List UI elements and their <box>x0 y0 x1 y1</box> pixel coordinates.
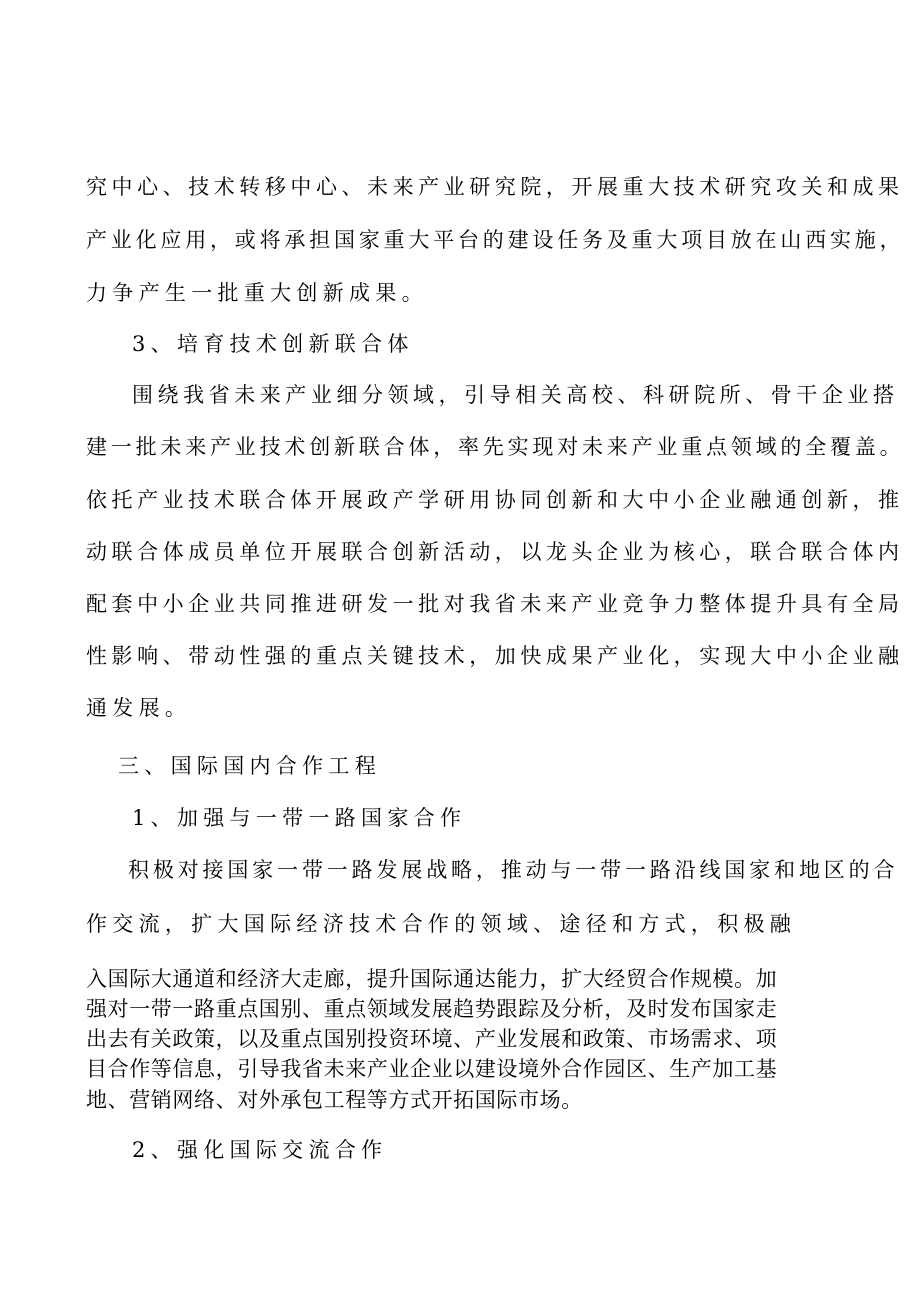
text-line: 积极对接国家一带一路发展战略，推动与一带一路沿线国家和地区的合 <box>128 858 899 882</box>
text-line: 产业化应用，或将承担国家重大平台的建设任务及重大项目放在山西实施， <box>86 228 905 252</box>
text-line: 目合作等信息，引导我省未来产业企业以建设境外合作园区、生产加工基 <box>86 1057 778 1081</box>
text-line: 动联合体成员单位开展联合创新活动，以龙头企业为核心，联合联合体内 <box>86 540 904 564</box>
text-line: 力争产生一批重大创新成果。 <box>86 281 428 305</box>
subsection-heading: 2、强化国际交流合作 <box>132 1138 388 1162</box>
text-line: 作交流，扩大国际经济技术合作的领域、途径和方式，积极融 <box>86 912 797 936</box>
text-line: 建一批未来产业技术创新联合体，率先实现对未来产业重点领域的全覆盖。 <box>86 435 905 459</box>
text-line: 依托产业技术联合体开展政产学研用协同创新和大中小企业融通创新，推 <box>86 488 904 512</box>
text-line: 围绕我省未来产业细分领域，引导相关高校、科研院所、骨干企业搭 <box>132 383 899 407</box>
section-heading: 三、国际国内合作工程 <box>118 754 381 778</box>
text-line: 究中心、技术转移中心、未来产业研究院，开展重大技术研究攻关和成果 <box>86 175 904 199</box>
text-line: 性影响、带动性强的重点关键技术，加快成果产业化，实现大中小企业融 <box>86 644 904 668</box>
subsection-heading: 1、加强与一带一路国家合作 <box>132 806 467 830</box>
text-line: 配套中小企业共同推进研发一批对我省未来产业竞争力整体提升具有全局 <box>86 592 904 616</box>
text-line: 通发展。 <box>86 696 192 720</box>
text-line: 入国际大通道和经济大走廊，提升国际通达能力，扩大经贸合作规模。加 <box>86 967 778 991</box>
text-line: 强对一带一路重点国别、重点领域发展趋势跟踪及分析，及时发布国家走 <box>86 997 778 1021</box>
subsection-heading: 3、培育技术创新联合体 <box>132 332 414 356</box>
text-line: 出去有关政策，以及重点国别投资环境、产业发展和政策、市场需求、项 <box>86 1027 778 1051</box>
text-line: 地、营销网络、对外承包工程等方式开拓国际市场。 <box>86 1088 583 1112</box>
